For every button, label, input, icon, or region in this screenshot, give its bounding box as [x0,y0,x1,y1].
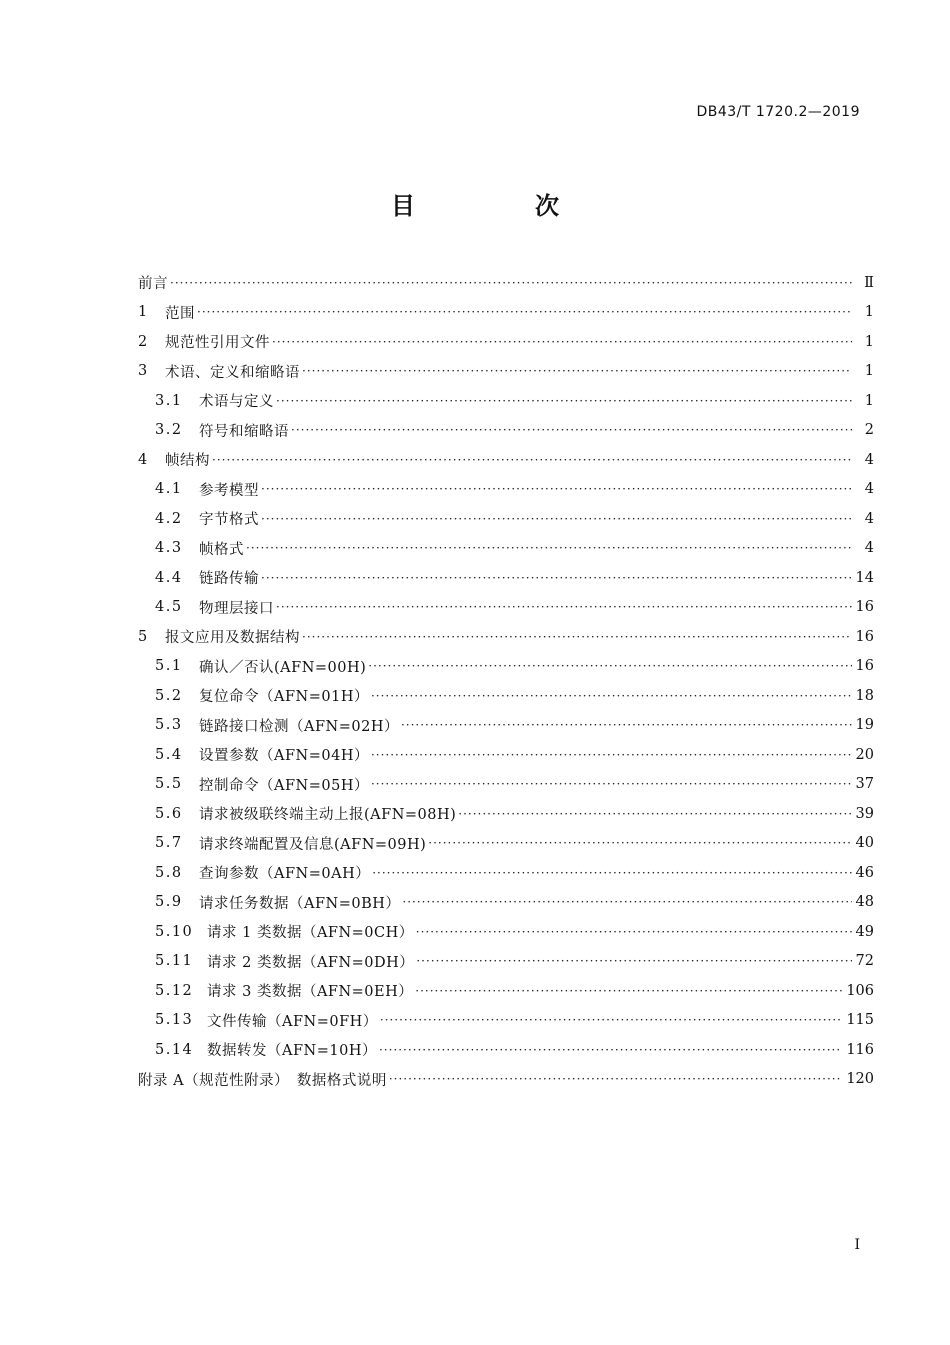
toc-entry-page: 16 [855,599,874,616]
toc-entry-page: 116 [846,1041,874,1058]
toc-entry-number: 4.4 [155,569,183,586]
toc-entry-number: 5.13 [155,1012,194,1029]
toc-entry-label: 请求被级联终端主动上报(AFN=08H) [199,807,457,824]
toc-entry[interactable] [138,504,874,534]
toc-entry-label: 物理层接口 [199,600,274,617]
toc-entry-label: 请求 3 类数据（AFN=0EH） [207,984,414,1001]
toc-entry[interactable] [138,740,874,770]
toc-entry-label: 符号和缩略语 [199,423,289,440]
dot-leader [401,718,852,732]
toc-entry-page: 1 [864,304,874,321]
toc-entry-number: 5.2 [155,687,183,704]
toc-entry[interactable] [138,652,874,682]
dot-leader [371,689,852,703]
toc-entry-number: 5.14 [155,1041,194,1058]
toc-entry-label: 范围 [165,305,195,322]
toc-entry-number: 4.1 [155,481,183,498]
toc-entry[interactable] [138,445,874,475]
toc-entry-label: 请求 2 类数据（AFN=0DH） [207,954,415,971]
dot-leader [379,1043,842,1057]
table-of-contents [138,268,874,1094]
toc-entry-label: 前言 [138,276,168,293]
toc-entry-page: 4 [864,510,874,527]
dot-leader [402,895,851,909]
toc-entry[interactable] [138,1006,874,1036]
toc-entry-label: 帧格式 [199,541,244,558]
standard-code: DB43/T 1720.2—2019 [696,104,860,120]
toc-entry-number: 3.2 [155,422,183,439]
toc-entry-label: 附录 A（规范性附录） 数据格式说明 [138,1072,387,1089]
toc-entry-number: 1 [138,304,149,321]
toc-entry-label: 术语与定义 [199,394,274,411]
toc-entry[interactable] [138,268,874,298]
dot-leader [170,276,852,290]
toc-entry-label: 字节格式 [199,512,259,529]
toc-entry-page: 40 [855,835,874,852]
toc-entry[interactable] [138,947,874,977]
toc-entry-number: 2 [138,333,149,350]
toc-entry-number: 5.10 [155,923,194,940]
toc-entry-page: 20 [855,746,874,763]
toc-entry[interactable] [138,327,874,357]
toc-entry-label: 设置参数（AFN=04H） [199,748,369,765]
toc-entry-page: 4 [864,481,874,498]
dot-leader [246,541,852,555]
dot-leader [416,954,851,968]
toc-entry-label: 帧结构 [165,453,210,470]
dot-leader [276,394,852,408]
dot-leader [302,364,852,378]
dot-leader [291,423,852,437]
dot-leader [458,807,851,821]
toc-entry-label: 链路传输 [199,571,259,588]
toc-entry[interactable] [138,1065,874,1095]
toc-entry-number: 5.5 [155,776,183,793]
toc-entry-page: 19 [855,717,874,734]
toc-entry[interactable] [138,858,874,888]
toc-entry-page: 106 [846,982,874,999]
toc-entry[interactable] [138,534,874,564]
toc-entry-page: 16 [855,628,874,645]
toc-entry-page: 4 [864,540,874,557]
dot-leader [371,777,852,791]
toc-entry-number: 5.3 [155,717,183,734]
toc-entry[interactable] [138,416,874,446]
toc-entry-number: 4.3 [155,540,183,557]
toc-entry-page: 46 [855,864,874,881]
dot-leader [372,866,851,880]
toc-entry-number: 5 [138,628,149,645]
toc-entry-label: 报文应用及数据结构 [165,630,300,647]
toc-entry-label: 链路接口检测（AFN=02H） [199,718,399,735]
toc-entry-page: Ⅱ [864,274,874,291]
toc-entry-page: 1 [864,392,874,409]
toc-entry[interactable] [138,799,874,829]
toc-entry-label: 请求终端配置及信息(AFN=09H) [199,836,427,853]
toc-entry[interactable] [138,357,874,387]
toc-entry-number: 5.9 [155,894,183,911]
dot-leader [261,512,852,526]
dot-leader [380,1013,843,1027]
toc-entry-number: 5.7 [155,835,183,852]
toc-entry-label: 文件传输（AFN=0FH） [207,1013,378,1030]
toc-entry[interactable] [138,475,874,505]
toc-entry[interactable] [138,711,874,741]
toc-entry-page: 37 [855,776,874,793]
toc-entry-number: 5.11 [155,953,194,970]
toc-entry-number: 4.2 [155,510,183,527]
toc-entry-page: 1 [864,363,874,380]
toc-entry[interactable] [138,976,874,1006]
toc-entry[interactable] [138,1035,874,1065]
toc-entry-page: 72 [855,953,874,970]
toc-entry[interactable] [138,563,874,593]
toc-entry-page: 48 [855,894,874,911]
toc-entry[interactable] [138,622,874,652]
dot-leader [389,1072,842,1086]
page-number: I [854,1237,860,1253]
dot-leader [272,335,852,349]
toc-entry-page: 2 [864,422,874,439]
dot-leader [197,305,852,319]
toc-entry-number: 5.1 [155,658,183,675]
toc-entry[interactable] [138,888,874,918]
toc-entry-number: 3 [138,363,149,380]
toc-entry-number: 5.6 [155,805,183,822]
toc-entry-label: 规范性引用文件 [165,335,270,352]
dot-leader [416,925,852,939]
toc-entry-page: 39 [855,805,874,822]
toc-entry-label: 参考模型 [199,482,259,499]
dot-leader [415,984,842,998]
dot-leader [368,659,851,673]
dot-leader [302,630,852,644]
toc-entry[interactable] [138,386,874,416]
toc-entry-label: 数据转发（AFN=10H） [207,1043,377,1060]
toc-entry[interactable] [138,298,874,328]
toc-entry-label: 查询参数（AFN=0AH） [199,866,371,883]
dot-leader [276,600,852,614]
dot-leader [212,453,852,467]
page-title: 目 次 [391,192,607,220]
toc-entry-page: 115 [846,1012,874,1029]
dot-leader [261,482,852,496]
toc-entry-page: 18 [855,687,874,704]
dot-leader [261,571,852,585]
dot-leader [371,748,852,762]
toc-entry-page: 14 [855,569,874,586]
toc-entry[interactable] [138,681,874,711]
toc-entry-number: 5.4 [155,746,183,763]
toc-entry-number: 4 [138,451,149,468]
toc-entry[interactable] [138,593,874,623]
toc-entry-label: 复位命令（AFN=01H） [199,689,369,706]
toc-entry-page: 49 [855,923,874,940]
toc-entry-label: 请求 1 类数据（AFN=0CH） [207,925,414,942]
toc-entry-number: 4.5 [155,599,183,616]
toc-entry-number: 5.8 [155,864,183,881]
toc-entry-page: 16 [855,658,874,675]
toc-entry-number: 5.12 [155,982,194,999]
toc-entry-label: 术语、定义和缩略语 [165,364,300,381]
toc-entry[interactable] [138,770,874,800]
toc-entry-page: 120 [846,1071,874,1088]
toc-entry[interactable] [138,917,874,947]
toc-entry-number: 3.1 [155,392,183,409]
dot-leader [428,836,851,850]
toc-entry-label: 请求任务数据（AFN=0BH） [199,895,401,912]
toc-entry-page: 1 [864,333,874,350]
toc-entry-label: 确认／否认(AFN=00H) [199,659,367,676]
toc-entry-label: 控制命令（AFN=05H） [199,777,369,794]
toc-entry[interactable] [138,829,874,859]
toc-entry-page: 4 [864,451,874,468]
